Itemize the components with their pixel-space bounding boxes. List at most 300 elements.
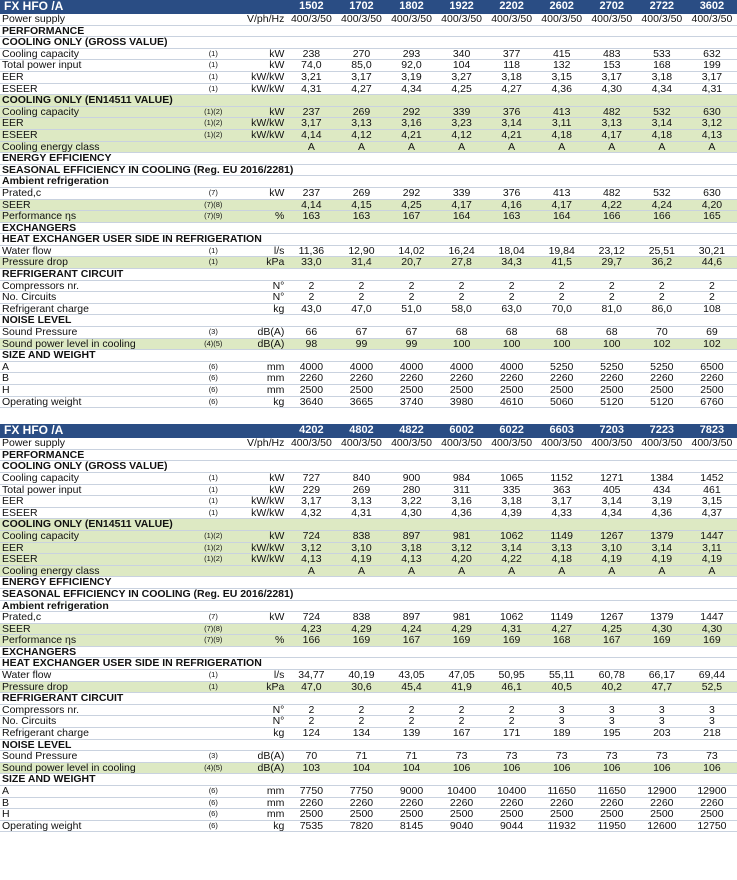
value-cell: 11650 — [537, 786, 587, 798]
value-cell: 10400 — [487, 786, 537, 798]
row-note: (6) — [193, 385, 233, 397]
value-cell: 30,21 — [687, 245, 737, 257]
row-unit: kW — [233, 612, 286, 624]
value-cell: 12900 — [637, 786, 687, 798]
value-cell: 4,31 — [687, 83, 737, 95]
value-cell: 229 — [286, 484, 336, 496]
value-cell: 724 — [286, 612, 336, 624]
table-row — [0, 820, 737, 832]
value-cell: 3 — [687, 704, 737, 716]
value-cell: 7750 — [286, 786, 336, 798]
value-cell: 838 — [336, 530, 386, 542]
row-label: No. Circuits — [0, 716, 193, 728]
value-cell: 50,95 — [487, 670, 537, 682]
row-note: (6) — [193, 820, 233, 832]
value-cell: 280 — [386, 484, 436, 496]
value-cell: 2260 — [386, 797, 436, 809]
value-cell: 3,16 — [437, 496, 487, 508]
value-cell: 981 — [437, 612, 487, 624]
value-cell: 4,25 — [587, 623, 637, 635]
row-note: (1) — [193, 48, 233, 60]
value-cell: 2500 — [487, 385, 537, 397]
table-row — [0, 257, 737, 269]
value-cell: 840 — [336, 472, 386, 484]
value-cell: 4,22 — [487, 554, 537, 566]
row-unit: mm — [233, 385, 286, 397]
value-cell: 2260 — [286, 797, 336, 809]
value-cell: 132 — [537, 60, 587, 72]
value-cell: 68 — [587, 327, 637, 339]
row-label: Prated,c — [0, 187, 193, 199]
value-cell: 3,17 — [537, 496, 587, 508]
value-cell: 335 — [487, 484, 537, 496]
value-cell: 153 — [587, 60, 637, 72]
value-cell: 238 — [286, 48, 336, 60]
row-unit — [233, 565, 286, 577]
value-cell: 2260 — [286, 373, 336, 385]
value-cell: 3,22 — [386, 496, 436, 508]
row-note: (1) — [193, 472, 233, 484]
section-header — [0, 234, 737, 246]
value-cell: 363 — [537, 484, 587, 496]
row-unit: % — [233, 635, 286, 647]
value-cell: 34,3 — [487, 257, 537, 269]
table-row — [0, 14, 737, 26]
section-header — [0, 25, 737, 37]
table-row — [0, 438, 737, 450]
row-label: No. Circuits — [0, 292, 193, 304]
value-cell: 897 — [386, 530, 436, 542]
row-label: Power supply — [0, 14, 193, 26]
table-row — [0, 554, 737, 566]
value-cell: 4,32 — [286, 507, 336, 519]
value-cell: 4,34 — [637, 83, 687, 95]
row-label: Cooling capacity — [0, 48, 193, 60]
value-cell: 163 — [336, 211, 386, 223]
value-cell: 5250 — [587, 361, 637, 373]
row-unit: kW/kW — [233, 542, 286, 554]
value-cell: 3,13 — [336, 496, 386, 508]
section-title: Ambient refrigeration — [0, 176, 737, 188]
value-cell: 377 — [487, 48, 537, 60]
row-note: (1)(2) — [193, 530, 233, 542]
row-note: (6) — [193, 373, 233, 385]
row-unit: kW/kW — [233, 83, 286, 95]
section-header — [0, 588, 737, 600]
model-header: 4202 — [286, 424, 336, 438]
table-row — [0, 327, 737, 339]
section-header — [0, 658, 737, 670]
value-cell: 30,6 — [336, 681, 386, 693]
section-title: EXCHANGERS — [0, 222, 737, 234]
value-cell: 2 — [336, 704, 386, 716]
value-cell: 3,13 — [336, 118, 386, 130]
value-cell: 2 — [687, 292, 737, 304]
value-cell: 2 — [286, 704, 336, 716]
row-label: EER — [0, 542, 193, 554]
row-unit: V/ph/Hz — [233, 438, 286, 450]
value-cell: 3640 — [286, 396, 336, 408]
value-cell: 3,17 — [587, 71, 637, 83]
row-unit: kW — [233, 187, 286, 199]
value-cell: 3,18 — [487, 71, 537, 83]
value-cell: 2500 — [587, 809, 637, 821]
value-cell: A — [487, 141, 537, 153]
value-cell: 2 — [286, 716, 336, 728]
value-cell: 70,0 — [537, 303, 587, 315]
value-cell: 2260 — [637, 373, 687, 385]
value-cell: 3,17 — [286, 118, 336, 130]
value-cell: 47,0 — [286, 681, 336, 693]
value-cell: 25,51 — [637, 245, 687, 257]
value-cell: 4,19 — [587, 554, 637, 566]
value-cell: 124 — [286, 728, 336, 740]
value-cell: A — [336, 565, 386, 577]
value-cell: 5250 — [537, 361, 587, 373]
value-cell: 118 — [487, 60, 537, 72]
value-cell: 4,37 — [687, 507, 737, 519]
model-header: 2702 — [587, 0, 637, 14]
value-cell: 4,27 — [336, 83, 386, 95]
value-cell: 724 — [286, 530, 336, 542]
value-cell: 92,0 — [386, 60, 436, 72]
value-cell: 3 — [537, 704, 587, 716]
value-cell: 3 — [587, 716, 637, 728]
table-header — [0, 0, 737, 14]
row-unit: kW/kW — [233, 496, 286, 508]
value-cell: 3,13 — [587, 118, 637, 130]
value-cell: 2 — [336, 280, 386, 292]
value-cell: 4,15 — [336, 199, 386, 211]
value-cell: 2 — [537, 292, 587, 304]
value-cell: 1452 — [687, 472, 737, 484]
table-row — [0, 635, 737, 647]
value-cell: 4,20 — [687, 199, 737, 211]
value-cell: 85,0 — [336, 60, 386, 72]
row-note: (7)(9) — [193, 211, 233, 223]
value-cell: 237 — [286, 187, 336, 199]
row-note: (1)(2) — [193, 542, 233, 554]
value-cell: 40,2 — [587, 681, 637, 693]
value-cell: 4,19 — [336, 554, 386, 566]
row-label: EER — [0, 496, 193, 508]
value-cell: 4,39 — [487, 507, 537, 519]
row-label: B — [0, 373, 193, 385]
value-cell: 44,6 — [687, 257, 737, 269]
value-cell: 532 — [637, 106, 687, 118]
row-label: H — [0, 809, 193, 821]
value-cell: 3740 — [386, 396, 436, 408]
value-cell: 2260 — [687, 797, 737, 809]
value-cell: 3,15 — [687, 496, 737, 508]
row-label: Total power input — [0, 60, 193, 72]
model-header: 2202 — [487, 0, 537, 14]
model-header: 7203 — [587, 424, 637, 438]
value-cell: 58,0 — [437, 303, 487, 315]
value-cell: 434 — [637, 484, 687, 496]
table-row — [0, 292, 737, 304]
value-cell: 339 — [437, 106, 487, 118]
value-cell: 70 — [286, 751, 336, 763]
value-cell: 2 — [487, 716, 537, 728]
row-unit: N° — [233, 280, 286, 292]
model-header: 4822 — [386, 424, 436, 438]
value-cell: 199 — [687, 60, 737, 72]
row-unit: N° — [233, 292, 286, 304]
row-unit — [233, 623, 286, 635]
value-cell: 23,12 — [587, 245, 637, 257]
value-cell: 73 — [437, 751, 487, 763]
value-cell: 2260 — [587, 373, 637, 385]
value-cell: 5120 — [637, 396, 687, 408]
value-cell: 3,12 — [437, 542, 487, 554]
value-cell: A — [537, 565, 587, 577]
value-cell: 838 — [336, 612, 386, 624]
row-unit: % — [233, 211, 286, 223]
value-cell: 632 — [687, 48, 737, 60]
value-cell: 74,0 — [286, 60, 336, 72]
value-cell: 12600 — [637, 820, 687, 832]
value-cell: 3 — [637, 704, 687, 716]
row-label: Performance ηs — [0, 211, 193, 223]
value-cell: 400/3/50 — [437, 438, 487, 450]
row-note: (1) — [193, 60, 233, 72]
value-cell: 106 — [637, 762, 687, 774]
value-cell: 293 — [386, 48, 436, 60]
value-cell: 106 — [487, 762, 537, 774]
section-title: SEASONAL EFFICIENCY IN COOLING (Reg. EU 2016/2281) — [0, 588, 737, 600]
value-cell: 2260 — [537, 373, 587, 385]
section-header — [0, 269, 737, 281]
value-cell: 167 — [437, 728, 487, 740]
value-cell: 630 — [687, 106, 737, 118]
value-cell: 1149 — [537, 612, 587, 624]
row-unit: kW — [233, 484, 286, 496]
row-note — [193, 716, 233, 728]
value-cell: 9040 — [437, 820, 487, 832]
value-cell: 41,5 — [537, 257, 587, 269]
value-cell: 4,29 — [437, 623, 487, 635]
value-cell: 4,24 — [637, 199, 687, 211]
value-cell: 2 — [437, 704, 487, 716]
row-label: Power supply — [0, 438, 193, 450]
model-header: 6002 — [437, 424, 487, 438]
value-cell: 237 — [286, 106, 336, 118]
model-header: 1502 — [286, 0, 336, 14]
value-cell: 171 — [487, 728, 537, 740]
table-row — [0, 484, 737, 496]
table-row — [0, 809, 737, 821]
value-cell: 400/3/50 — [687, 438, 737, 450]
value-cell: 169 — [336, 635, 386, 647]
value-cell: 169 — [637, 635, 687, 647]
value-cell: 168 — [537, 635, 587, 647]
row-note: (7) — [193, 612, 233, 624]
value-cell: A — [386, 565, 436, 577]
row-note: (7) — [193, 187, 233, 199]
row-note: (1) — [193, 507, 233, 519]
value-cell: 2 — [286, 280, 336, 292]
section-title: COOLING ONLY (EN14511 VALUE) — [0, 519, 737, 531]
row-note: (1)(2) — [193, 129, 233, 141]
value-cell: 2 — [537, 280, 587, 292]
value-cell: 5060 — [537, 396, 587, 408]
value-cell: 4,34 — [386, 83, 436, 95]
value-cell: 2500 — [687, 809, 737, 821]
row-label: ESEER — [0, 554, 193, 566]
value-cell: 292 — [386, 106, 436, 118]
value-cell: 60,78 — [587, 670, 637, 682]
row-note: (1) — [193, 83, 233, 95]
value-cell: 269 — [336, 187, 386, 199]
value-cell: 4,14 — [286, 129, 336, 141]
row-label: SEER — [0, 623, 193, 635]
value-cell: 3,12 — [286, 542, 336, 554]
value-cell: 3,15 — [537, 71, 587, 83]
value-cell: 66 — [286, 327, 336, 339]
row-unit: N° — [233, 716, 286, 728]
value-cell: 3665 — [336, 396, 386, 408]
value-cell: 47,7 — [637, 681, 687, 693]
value-cell: 4,36 — [437, 507, 487, 519]
row-label: Sound Pressure — [0, 327, 193, 339]
value-cell: 16,24 — [437, 245, 487, 257]
value-cell: 400/3/50 — [587, 438, 637, 450]
section-title: SEASONAL EFFICIENCY IN COOLING (Reg. EU 2016/2281) — [0, 164, 737, 176]
table-row — [0, 187, 737, 199]
value-cell: 2500 — [687, 385, 737, 397]
table-row — [0, 361, 737, 373]
value-cell: A — [687, 565, 737, 577]
row-note: (1) — [193, 71, 233, 83]
value-cell: 2 — [336, 292, 386, 304]
value-cell: 400/3/50 — [537, 438, 587, 450]
value-cell: 2500 — [286, 809, 336, 821]
value-cell: 3,19 — [386, 71, 436, 83]
value-cell: 100 — [437, 338, 487, 350]
value-cell: 9000 — [386, 786, 436, 798]
value-cell: 4,18 — [537, 129, 587, 141]
row-note: (1) — [193, 245, 233, 257]
value-cell: 4,25 — [437, 83, 487, 95]
row-label: EER — [0, 118, 193, 130]
value-cell: 69 — [687, 327, 737, 339]
section-header — [0, 176, 737, 188]
row-note — [193, 141, 233, 153]
section-title: ENERGY EFFICIENCY — [0, 153, 737, 165]
row-note — [193, 438, 233, 450]
row-label: H — [0, 385, 193, 397]
value-cell: 3,17 — [336, 71, 386, 83]
row-note: (6) — [193, 786, 233, 798]
value-cell: 3,14 — [487, 118, 537, 130]
value-cell: 4,18 — [537, 554, 587, 566]
value-cell: 1271 — [587, 472, 637, 484]
value-cell: 103 — [286, 762, 336, 774]
row-note: (3) — [193, 751, 233, 763]
section-header — [0, 693, 737, 705]
table-row — [0, 542, 737, 554]
value-cell: 4,31 — [487, 623, 537, 635]
row-note: (1) — [193, 681, 233, 693]
value-cell: 400/3/50 — [687, 14, 737, 26]
value-cell: 2500 — [437, 385, 487, 397]
value-cell: 165 — [687, 211, 737, 223]
value-cell: 6500 — [687, 361, 737, 373]
row-note — [193, 292, 233, 304]
row-label: Cooling capacity — [0, 106, 193, 118]
table-row — [0, 373, 737, 385]
row-note — [193, 728, 233, 740]
value-cell: 3,17 — [286, 496, 336, 508]
row-label: Compressors nr. — [0, 704, 193, 716]
value-cell: 11950 — [587, 820, 637, 832]
row-unit: kg — [233, 820, 286, 832]
value-cell: 99 — [336, 338, 386, 350]
row-unit: kg — [233, 303, 286, 315]
row-unit: kPa — [233, 681, 286, 693]
value-cell: 2260 — [386, 373, 436, 385]
table-title: FX HFO /A — [0, 424, 286, 438]
value-cell: 2260 — [637, 797, 687, 809]
value-cell: 36,2 — [637, 257, 687, 269]
value-cell: 3,17 — [687, 71, 737, 83]
value-cell: 166 — [637, 211, 687, 223]
value-cell: 2 — [587, 280, 637, 292]
value-cell: 3,11 — [537, 118, 587, 130]
value-cell: 2260 — [487, 373, 537, 385]
value-cell: 9044 — [487, 820, 537, 832]
section-header — [0, 153, 737, 165]
value-cell: 400/3/50 — [637, 438, 687, 450]
value-cell: 4,17 — [437, 199, 487, 211]
value-cell: 18,04 — [487, 245, 537, 257]
value-cell: 3,14 — [637, 118, 687, 130]
value-cell: 3980 — [437, 396, 487, 408]
table-row — [0, 118, 737, 130]
table-gap — [0, 408, 737, 424]
value-cell: 2500 — [286, 385, 336, 397]
model-header: 2722 — [637, 0, 687, 14]
value-cell: 630 — [687, 187, 737, 199]
value-cell: 2 — [386, 716, 436, 728]
value-cell: 2 — [637, 280, 687, 292]
model-header: 7823 — [687, 424, 737, 438]
value-cell: 69,44 — [687, 670, 737, 682]
model-header: 1702 — [336, 0, 386, 14]
section-title: HEAT EXCHANGER USER SIDE IN REFRIGERATION — [0, 658, 737, 670]
value-cell: 203 — [637, 728, 687, 740]
value-cell: 3 — [687, 716, 737, 728]
section-header — [0, 37, 737, 49]
row-note: (1) — [193, 670, 233, 682]
value-cell: 73 — [587, 751, 637, 763]
value-cell: 3,23 — [437, 118, 487, 130]
row-label: Prated,c — [0, 612, 193, 624]
value-cell: 269 — [336, 106, 386, 118]
row-label: EER — [0, 71, 193, 83]
row-label: Compressors nr. — [0, 280, 193, 292]
value-cell: 4,21 — [386, 129, 436, 141]
value-cell: 2260 — [336, 373, 386, 385]
value-cell: 727 — [286, 472, 336, 484]
table-row — [0, 670, 737, 682]
row-label: SEER — [0, 199, 193, 211]
value-cell: 1149 — [537, 530, 587, 542]
value-cell: A — [587, 141, 637, 153]
value-cell: 100 — [587, 338, 637, 350]
value-cell: 168 — [637, 60, 687, 72]
